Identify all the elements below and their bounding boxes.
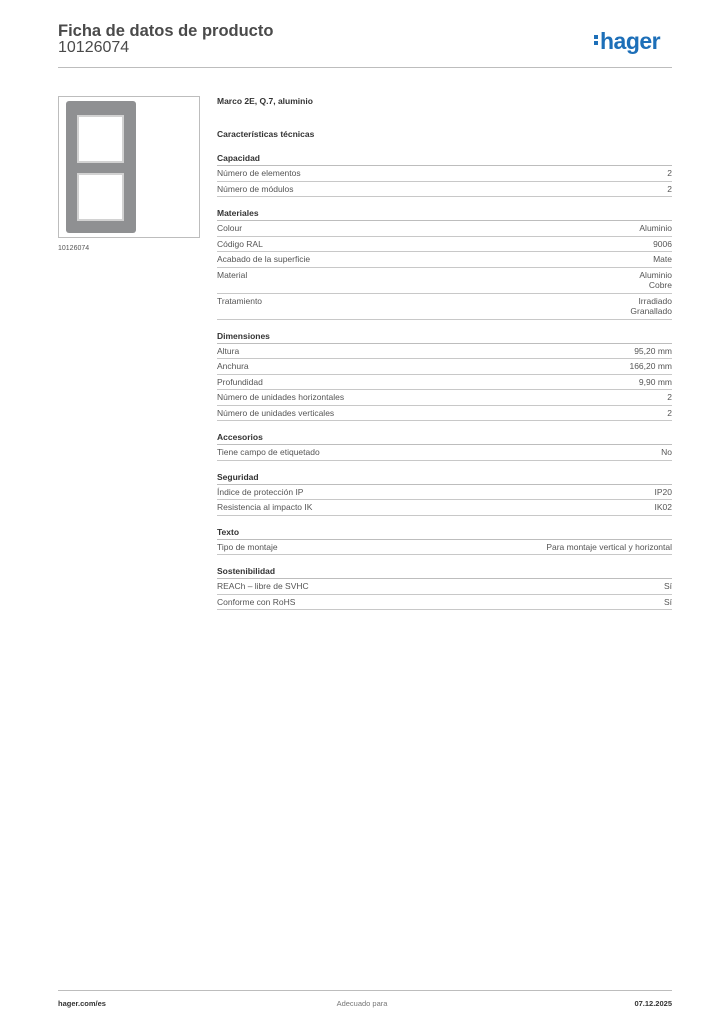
spec-group	[217, 153, 672, 197]
spec-value	[639, 223, 672, 234]
spec-row	[217, 237, 672, 253]
double-frame-icon	[66, 101, 136, 233]
spec-row	[217, 221, 672, 237]
spec-label: Altura	[217, 345, 240, 356]
footer-middle-text: Adecuado para	[336, 999, 388, 1008]
spec-label: REACh – libre de SVHC	[217, 581, 309, 591]
spec-value	[653, 239, 672, 250]
spec-sections	[217, 153, 672, 610]
spec-value-line: IP20	[654, 486, 672, 497]
spec-row	[217, 344, 672, 360]
product-code: 10126074	[58, 39, 130, 56]
frame-window-bottom	[77, 173, 124, 221]
spec-value-line: Irradiado	[638, 295, 672, 306]
spec-row	[217, 252, 672, 268]
spec-group	[217, 472, 672, 516]
spec-label: Número de elementos	[217, 168, 301, 178]
logo-dots-icon	[594, 33, 599, 47]
spec-value	[667, 168, 672, 179]
spec-label: Número de unidades verticales	[217, 407, 335, 418]
spec-value	[664, 581, 672, 592]
section-title: Seguridad	[217, 472, 672, 485]
spec-label: Resistencia al impacto IK	[217, 502, 313, 512]
spec-row	[217, 182, 672, 198]
spec-value	[639, 377, 672, 388]
spec-label: Número de unidades horizontales	[217, 392, 345, 402]
page-title: Ficha de datos de producto	[58, 22, 274, 40]
spec-value-line: IK02	[654, 502, 672, 512]
spec-value-line: Aluminio	[639, 223, 672, 233]
spec-label: Tipo de montaje	[217, 541, 278, 552]
section-title: Materiales	[217, 208, 672, 221]
spec-value	[655, 487, 673, 498]
spec-label: Tratamiento	[217, 295, 263, 306]
spec-row	[217, 294, 672, 320]
spec-row	[217, 445, 672, 461]
hager-logo	[594, 28, 660, 55]
spec-value-line: Para montaje vertical y horizontal	[546, 541, 672, 552]
spec-value	[634, 346, 672, 357]
spec-label: Número de módulos	[217, 183, 294, 194]
spec-value	[667, 184, 672, 195]
spec-label: Conforme con RoHS	[217, 596, 296, 607]
spec-value	[639, 270, 672, 291]
spec-value-line: Mate	[653, 254, 672, 264]
section-title: Sostenibilidad	[217, 566, 672, 579]
spec-label: Acabado de la superficie	[217, 254, 311, 264]
spec-row	[217, 375, 672, 391]
spec-value	[661, 447, 672, 458]
spec-label: Índice de protección IP	[217, 486, 304, 497]
spec-value-line: 2	[667, 183, 672, 194]
spec-label: Código RAL	[217, 238, 263, 249]
spec-value-line: Granallado	[630, 306, 672, 316]
spec-row	[217, 166, 672, 182]
spec-group	[217, 331, 672, 422]
spec-label: Anchura	[217, 361, 249, 371]
spec-value-line: Sí	[663, 581, 672, 591]
section-title: Capacidad	[217, 153, 672, 166]
logo-text: hager	[600, 28, 661, 54]
frame-window-top	[77, 115, 124, 163]
spec-group	[217, 527, 672, 556]
spec-label: Profundidad	[217, 376, 263, 387]
spec-group	[217, 566, 672, 610]
spec-row	[217, 485, 672, 501]
spec-value-line: 9006	[653, 238, 672, 249]
spec-value-line: Aluminio	[639, 269, 672, 280]
spec-row	[217, 390, 672, 406]
spec-label: Colour	[217, 223, 243, 233]
spec-value-line: 2	[667, 392, 672, 402]
section-title: Dimensiones	[217, 331, 672, 344]
spec-value-line: 9,90 mm	[638, 376, 672, 387]
spec-value	[664, 597, 672, 608]
product-image	[58, 96, 200, 238]
footer-website: hager.com/es	[58, 999, 106, 1008]
spec-row	[217, 268, 672, 294]
spec-row	[217, 500, 672, 516]
spec-row	[217, 595, 672, 611]
spec-value	[546, 542, 672, 553]
spec-row	[217, 406, 672, 422]
spec-row	[217, 540, 672, 556]
spec-value-line: Cobre	[648, 280, 672, 290]
spec-label: Tiene campo de etiquetado	[217, 447, 320, 457]
spec-value-line: No	[661, 447, 672, 457]
spec-label: Material	[217, 269, 248, 280]
spec-value-line: 2	[667, 168, 672, 178]
technical-heading: Características técnicas	[217, 129, 315, 139]
spec-value	[667, 408, 672, 419]
spec-row	[217, 359, 672, 375]
spec-value	[653, 254, 672, 265]
spec-value	[630, 296, 672, 317]
spec-group	[217, 432, 672, 461]
footer-date: 07.12.2025	[634, 999, 672, 1008]
spec-sheet	[217, 96, 672, 621]
spec-value-line: Sí	[663, 596, 672, 607]
spec-value-line: 166,20 mm	[629, 361, 672, 371]
spec-value-line: 2	[667, 407, 672, 418]
spec-value-line: 95,20 mm	[634, 345, 672, 356]
header-divider	[58, 67, 672, 68]
spec-value	[667, 392, 672, 403]
spec-row	[217, 579, 672, 595]
spec-value	[655, 502, 673, 513]
spec-value	[629, 361, 672, 372]
spec-group	[217, 208, 672, 320]
image-caption: 10126074	[58, 245, 90, 252]
product-name: Marco 2E, Q.7, aluminio	[217, 96, 313, 106]
section-title: Accesorios	[217, 432, 672, 445]
section-title: Texto	[217, 527, 672, 540]
footer-divider	[58, 990, 672, 991]
